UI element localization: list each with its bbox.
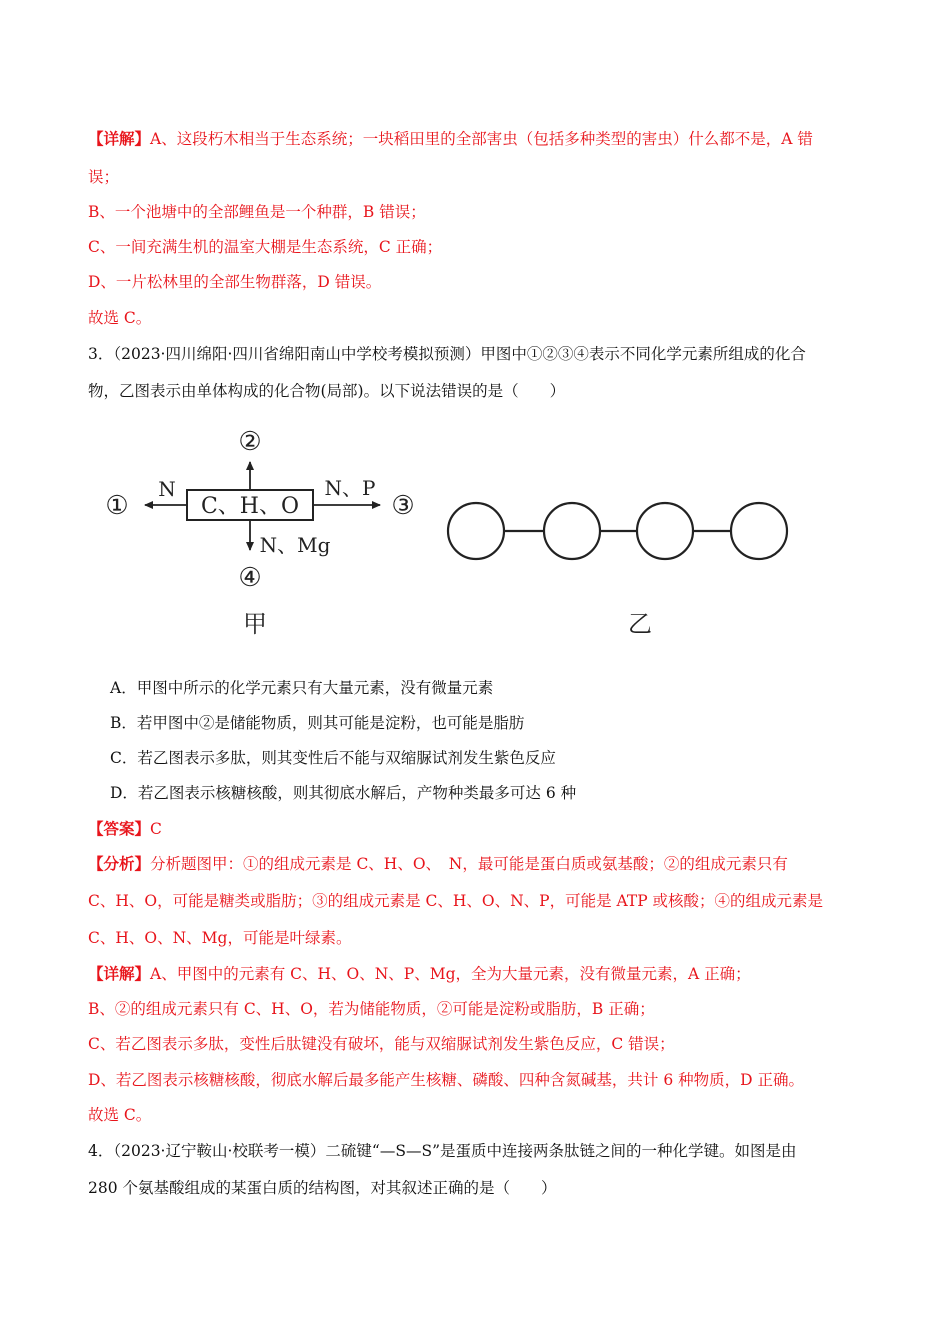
diagram-jia [105,427,414,638]
q3-explain-line4: D、若乙图表示核糖核酸，彻底水解后最多能产生核糖、磷酸、四种含氮碱基，共计 6 种物质，D 正确。 [88,1071,805,1089]
analysis-line1: 【分析】分析题图甲：①的组成元素是 C、H、O、 N，最可能是蛋白质或氨基酸；②的组成元素只有 [88,854,788,873]
q3-diagram [95,418,815,648]
monomer-3 [637,503,693,559]
answer-line [88,817,162,839]
left-label: N [158,477,176,501]
q2-explain-line1b: 误； [88,168,120,186]
monomer-4 [731,503,787,559]
q2-explain-line3: C、一间充满生机的温室大棚是生态系统，C 正确； [88,238,443,256]
monomer-1 [448,503,504,559]
node-3: ③ [391,491,415,521]
bottom-label: N、Mg [259,533,331,557]
explain-tag: 【详解】 [88,129,151,148]
monomer-2 [544,503,600,559]
q2-explain-line1: 【详解】A、这段朽木相当于生态系统；一块稻田里的全部害虫（包括多种类型的害虫）什么都不是，A 错 [88,129,813,148]
q2-explain-line2: B、一个池塘中的全部鲤鱼是一个种群，B 错误； [88,203,426,221]
caption-jia: 甲 [243,610,267,638]
q2-conclusion: 故选 C。 [88,309,152,327]
option-c[interactable]: C．若乙图表示多肽，则其变性后不能与双缩脲试剂发生紫色反应 [110,749,556,767]
analysis-tag: 【分析】 [88,854,151,873]
q3-explain-line1: 【详解】A、甲图中的元素有 C、H、O、N、P、Mg，全为大量元素，没有微量元素，A 正确； [88,964,751,983]
option-a[interactable]: A．甲图中所示的化学元素只有大量元素，没有微量元素 [110,679,494,697]
diagram-yi [448,503,787,559]
q3-explain-line3: C、若乙图表示多肽，变性后肽键没有破坏，能与双缩脲试剂发生紫色反应，C 错误； [88,1035,675,1053]
answer-tag: 【答案】 [88,819,151,838]
q3-explain-line2: B、②的组成元素只有 C、H、O，若为储能物质，②可能是淀粉或脂肪，B 正确； [88,1000,655,1018]
node-4: ④ [238,563,262,593]
analysis-line2: C、H、O，可能是糖类或脂肪；③的组成元素是 C、H、O、N、P，可能是 ATP 或核酸；④的组成元素是 [88,892,824,910]
center-elements: C、H、O [200,494,300,519]
right-label: N、P [324,476,376,500]
q2-explain-line4: D、一片松林里的全部生物群落，D 错误。 [88,273,382,291]
option-d[interactable]: D．若乙图表示核糖核酸，则其彻底水解后，产物种类最多可达 6 种 [110,784,577,802]
explain-tag: 【详解】 [88,964,151,983]
analysis-line3: C、H、O、N、Mg，可能是叶绿素。 [88,929,352,947]
node-1: ① [105,491,129,521]
option-b[interactable]: B．若甲图中②是储能物质，则其可能是淀粉，也可能是脂肪 [110,714,525,732]
q3-stem-line1: 3．（2023·四川绵阳·四川省绵阳南山中学校考模拟预测）甲图中①②③④表示不同化学元素所组成的化合 [88,345,806,363]
node-2: ② [238,427,262,457]
q3-stem-line2: 物，乙图表示由单体构成的化合物(局部)。以下说法错误的是（ ） [88,382,566,400]
q3-conclusion: 故选 C。 [88,1106,152,1124]
answer-value: C [150,820,162,838]
q4-stem-line2: 280 个氨基酸组成的某蛋白质的结构图，对其叙述正确的是（ ） [88,1179,557,1197]
q4-stem-line1: 4．（2023·辽宁鞍山·校联考一模）二硫键“—S—S”是蛋质中连接两条肽链之间的一种化学键。如图是由 [88,1142,797,1160]
caption-yi: 乙 [628,610,652,638]
